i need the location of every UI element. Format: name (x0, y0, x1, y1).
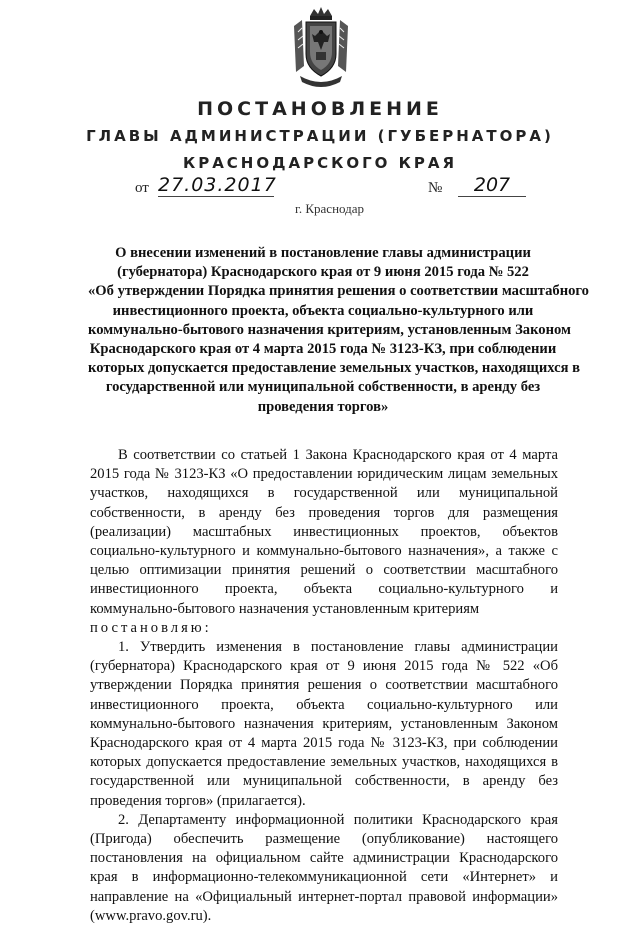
title-line: инвестиционного проекта, объекта социально-культурного или (112, 302, 534, 319)
title-line: Краснодарского края от 4 марта 2015 года № 3123-КЗ, при соблюдении (89, 341, 557, 358)
issuer-heading: ГЛАВЫ АДМИНИСТРАЦИИ (ГУБЕРНАТОРА) (86, 127, 554, 145)
coat-of-arms-emblem (288, 6, 354, 90)
title-line: которых допускается предоставление земельных участков, находящихся в (88, 360, 581, 377)
title-line: «Об утверждении Порядка принятия решения о соответствии масштабного (88, 283, 589, 300)
document-body (90, 446, 558, 926)
title-line: коммунально-бытового назначения критериям, установленным Законом (88, 321, 571, 338)
document-number: 207 (458, 174, 526, 197)
document-date: 27.03.2017 (158, 174, 277, 196)
preamble-paragraph: В соответствии со статьей 1 Закона Краснодарского края от 4 марта 2015 года № 3123-КЗ «О предоставлении юридическим лицам земельных участков, находящихся в государственной или муниципальной собственности, в аренду без проведения торгов для размещения (реализации) масштабных инвестиционных проектов, объектов социально-культурного и коммунально-бытового назначения», а также с целью оптимизации принятия решений о соответствии масштабного инвестиционного проекта, объекта социально-культурного и коммунально-бытового назначения установленным критериям (90, 447, 558, 617)
title-line: проведения торгов» (257, 398, 389, 415)
number-label: № (428, 180, 443, 196)
decree-word: постановляю: (90, 619, 212, 636)
title-line: (губернатора) Краснодарского края от 9 июня 2015 года № 522 (117, 264, 529, 281)
title-line: О внесении изменений в постановление главы администрации (115, 245, 531, 261)
item-1-paragraph: 1. Утвердить изменения в постановление главы администрации (губернатора) Краснодарского края от 9 июня 2015 года № 522 «Об утверждении Порядка принятия решения о соответствии масштабного инвестиционного проекта, объекта социально-культурного или коммунально-бытового назначения критериям, установленным Законом Краснодарского края от 4 марта 2015 года № 3123-КЗ, при соблюдении которых допускается предоставление земельных участков, находящихся в государственной или муниципальной собственности, в аренду без проведения торгов» (прилагается). (90, 639, 558, 809)
region-heading: КРАСНОДАРСКОГО КРАЯ (182, 154, 458, 172)
document-city: г. Краснодар (295, 201, 365, 216)
date-label: от (135, 180, 149, 196)
title-line: государственной или муниципальной собственности, в аренду без (105, 379, 541, 396)
document-title (88, 244, 589, 417)
document-type-heading: ПОСТАНОВЛЕНИЕ (197, 98, 443, 120)
item-2-paragraph: 2. Департаменту информационной политики Краснодарского края (Пригода) обеспечить размещение (опубликование) настоящего постановления на официальном сайте администрации Краснодарского края в информационно-телекоммуникационной сети «Интернет» и направление на «Официальный интернет-портал правовой информации» (www.pravo.gov.ru). (90, 811, 558, 924)
